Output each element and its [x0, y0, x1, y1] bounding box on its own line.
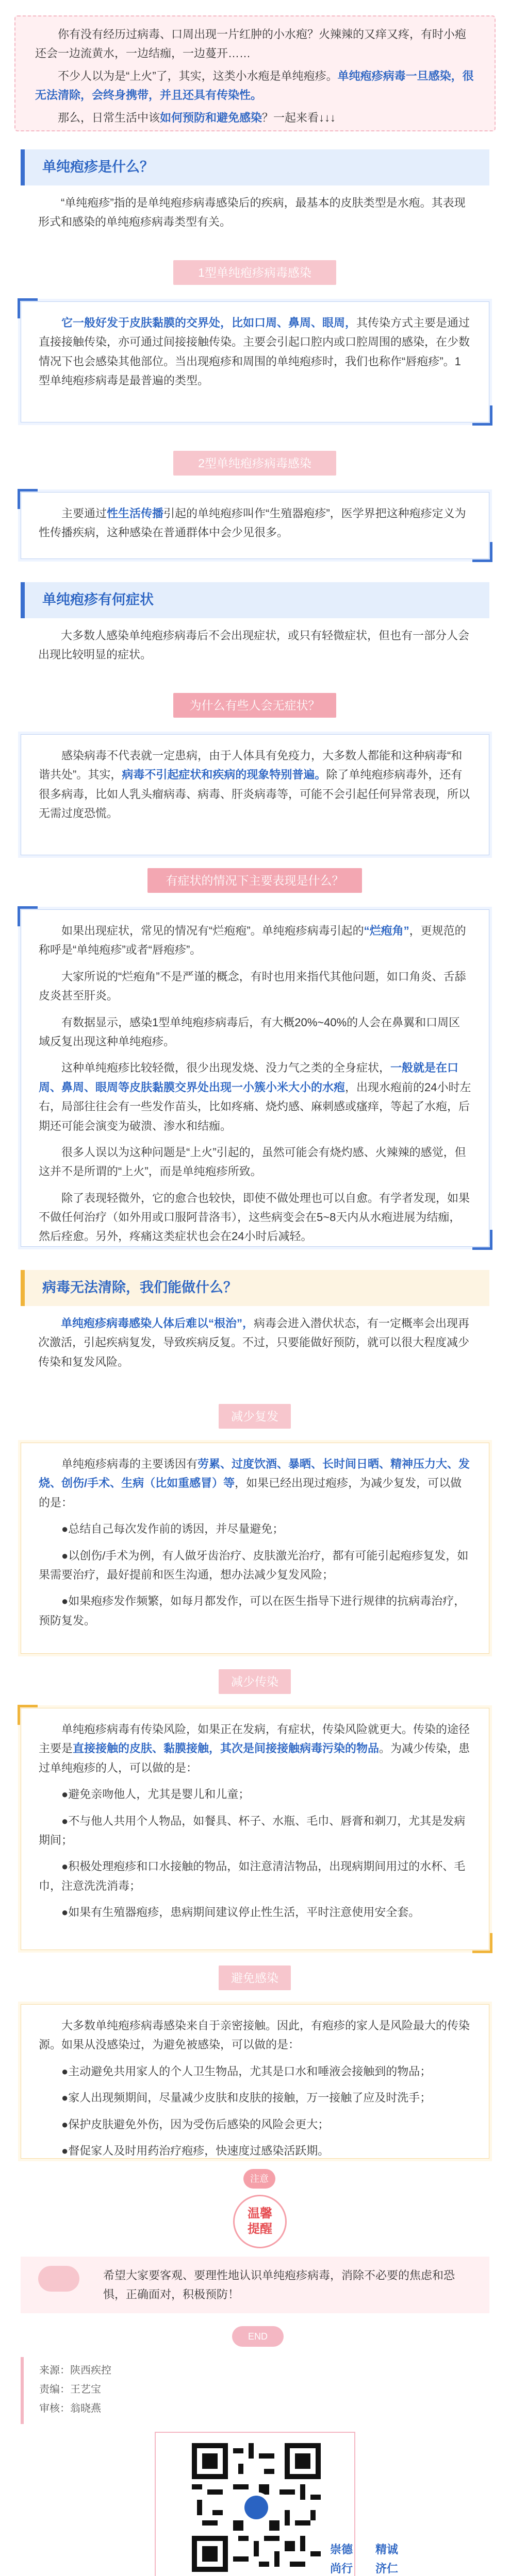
intro-box: [14, 15, 496, 131]
subheading-type1: 1型单纯疱疹病毒感染: [173, 260, 336, 285]
slogan-line: 崇德 精诚: [330, 2543, 399, 2556]
card-highlight: 它一般好发于皮肤黏膜的交界处，比如口周、鼻周、眼周，: [61, 316, 357, 329]
tip-circle: [233, 2195, 287, 2248]
card-no-symptoms: [21, 734, 489, 855]
section-body: [21, 193, 489, 239]
intro-paragraph-3: [35, 108, 475, 127]
subheading-reduce-recurrence: 减少复发: [219, 1404, 291, 1429]
section-body: [21, 1314, 489, 1379]
list-item: ●避免亲吻他人，尤其是婴儿和儿童；: [61, 1788, 250, 1801]
intro-paragraph-1: 你有没有经历过病毒、口周出现一片红肿的小水疱？火辣辣的又痒又疼，有时小疱还会一边流黄水，一边结痂，一边蔓开……: [35, 28, 467, 60]
card-text: 主要通过: [61, 507, 107, 520]
subheading-type2: 2型单纯疱疹病毒感染: [173, 451, 336, 476]
card-text: 引起的单纯疱疹叫作“生殖器疱疹”，医学界把这种疱疹定义为性传播疾病，这种感染在普通群体中会少见很多。: [39, 507, 466, 539]
list-item: ●以创伤/手术为例，有人做牙齿治疗、皮肤激光治疗，都有可能引起疱疹复发，如果需要治疗，最好提前和医生沟通，想办法减少复发风险；: [39, 1549, 469, 1581]
card-reduce-recurrence: [21, 1443, 489, 1654]
tip-circle-text: [248, 2206, 272, 2237]
card-paragraph: [39, 746, 471, 823]
card-paragraph: [39, 313, 471, 391]
card-highlight: 直接接触的皮肤、黏膜接触，其次是间接接触病毒污染的物品: [73, 1742, 380, 1755]
credits: [21, 2357, 489, 2424]
section-heading-what-is: 单纯疱疹是什么？: [21, 149, 489, 185]
card-paragraph: 大多数单纯疱疹病毒感染来自于亲密接触。因此，有疱疹的家人是风险最大的传染源。如果从没感染过，为避免被感染，可以做的是：: [39, 2019, 470, 2052]
card-paragraph: [39, 921, 471, 960]
tip-text: 希望大家要客观、要理性地认识单纯疱疹病毒，消除不必要的焦虑和恐惧，正确面对，积极预防！: [103, 2269, 455, 2301]
intro-highlight: 单纯疱疹病毒一旦感染，很无法清除，会终身携带，并且还具有传染性。: [35, 69, 474, 102]
card-text: 感染病毒不代表就一定患病，由于人体具有免疫力，大多数人都能和这种病毒“和谐共处”。其实，: [39, 749, 463, 782]
card-type2: [21, 492, 489, 559]
list-item: ●主动避免共用家人的个人卫生物品，尤其是口水和唾液会接触到的物品；: [61, 2064, 432, 2078]
card-text: 单纯疱疹病毒有传染风险，如果正在发病，有症状，传染风险就更大。传染的途径主要是: [39, 1723, 470, 1755]
list-item: ●总结自己每次发作前的诱因，并尽量避免；: [61, 1522, 284, 1536]
card-highlight: 劳累、过度饮酒、暴晒、长时间日晒、精神压力大、发烧、创伤/手术、生病（比如重感冒）等: [39, 1458, 470, 1490]
card-highlight: 病毒不引起症状和疾病的现象特别普遍。: [122, 768, 326, 782]
card-text: 。为减少传染，患过单纯疱疹的人，可以做的是：: [39, 1742, 470, 1774]
slogan-line: 尚行 济仁: [330, 2562, 399, 2575]
list-item: ●督促家人及时用药治疗疱疹，快速度过感染活跃期。: [61, 2144, 330, 2157]
section-paragraph: “单纯疱疹”指的是单纯疱疹病毒感染后的疾病，最基本的皮肤类型是水疱。其表现形式和感染的单纯疱疹病毒类型有关。: [38, 196, 466, 229]
section-paragraph: [38, 1314, 472, 1371]
card-text: 如果出现症状，常见的情况有“烂疱疱”。单纯疱疹病毒引起的: [61, 924, 364, 937]
card-avoid-infection: [21, 2004, 489, 2159]
card-text: 这种单纯疱疹比较轻微，很少出现发烧、没力气之类的全身症状，: [61, 1061, 391, 1075]
card-paragraph: 大家所说的“烂疱角”不是严谨的概念，有时也用来指代其他问题，如口角炎、舌舔皮炎甚至肝炎。: [39, 970, 466, 1003]
intro-text: 不少人以为是“上火”了，其实，这类小水疱是单纯疱疹。: [58, 69, 338, 82]
card-text: 其传染方式主要是通过直接接触传染，亦可通过间接接触传染。主要会引起口腔内或口腔周围的感染，在少数情况下也会感染其他部位。当出现疱疹和周围的单纯疱疹时，我们也称作“唇疱疹”。1型单纯疱疹病毒是最普遍的类型。: [39, 316, 470, 387]
intro-highlight: 如何预防和避免感染: [160, 111, 262, 124]
tip-badge: 注意: [243, 2169, 275, 2189]
card-highlight: 性生活传播: [107, 507, 164, 520]
qr-code-icon[interactable]: [192, 2443, 321, 2572]
section-paragraph: 大多数人感染单纯疱疹病毒后不会出现症状，或只有轻微症状，但也有一部分人会出现比较明显的症状。: [38, 629, 470, 662]
section-text: 病毒会进入潜伏状态，有一定概率会出现再次激活，引起疾病复发，导致疾病反复。不过，只要能做好预防，就可以很大程度减少传染和复发风险。: [38, 1317, 470, 1368]
card-text: ，如果已经出现过疱疹，为减少复发，可以做的是：: [39, 1477, 462, 1509]
subheading-avoid-infection: 避免感染: [219, 1965, 291, 1990]
tip-decoration: [38, 2266, 79, 2292]
subheading-main-symptoms: 有症状的情况下主要表现是什么？: [147, 868, 362, 893]
section-heading-what-to-do: 病毒无法清除，我们能做什么？: [21, 1270, 489, 1306]
card-type1: [21, 301, 489, 422]
list-item: ●不与他人共用个人物品，如餐具、杯子、水瓶、毛巾、唇膏和剃刀，尤其是发病期间；: [39, 1814, 466, 1846]
card-main-symptoms: [21, 909, 489, 1247]
tip-box: [21, 2257, 489, 2313]
subheading-reduce-transmission: 减少传染: [219, 1669, 291, 1694]
intro-text: 那么，日常生活中该: [58, 111, 160, 124]
section-heading-symptoms: 单纯疱疹有何症状: [21, 582, 489, 618]
card-reduce-transmission: [21, 1708, 489, 1950]
card-paragraph: [39, 504, 471, 543]
card-paragraph: [39, 1058, 471, 1136]
list-item: ●保护皮肤避免外伤，因为受伤后感染的风险会更大；: [61, 2117, 330, 2131]
card-text: ，出现水疱前的24小时左右，局部往往会有一些发作苗头，比如疼痛、烧灼感、麻刺感或瘙痒，等起了水疱，后期还可能会演变为破溃、渗水和结痂。: [39, 1080, 471, 1132]
slogan: [330, 2540, 459, 2576]
card-paragraph: [39, 1454, 471, 1512]
intro-paragraph-2: [35, 66, 475, 105]
card-text: ，更规范的称呼是“单纯疱疹”或者“唇疱疹”。: [39, 924, 466, 957]
card-highlight: “烂疱角”: [364, 924, 409, 937]
list-item: ●如果有生殖器疱疹，患病期间建议停止性生活，平时注意使用安全套。: [61, 1906, 420, 1919]
qr-card: [155, 2432, 355, 2576]
card-paragraph: [39, 1720, 471, 1777]
list-item: ●家人出现频期间，尽量减少皮肤和皮肤的接触，万一接触了应及时洗手；: [61, 2091, 432, 2105]
section-highlight: 单纯疱疹病毒感染人体后难以“根治”，: [61, 1317, 254, 1330]
card-text: 单纯疱疹病毒的主要诱因有: [61, 1458, 198, 1470]
end-marker: END: [232, 2326, 284, 2347]
card-paragraph: 有数据显示，感染1型单纯疱疹病毒后，有大概20%~40%的人会在鼻翼和口周区域反复出现这种单纯疱疹。: [39, 1015, 460, 1048]
list-item: ●积极处理疱疹和口水接触的物品，如注意清洁物品，出现病期间用过的水杯、毛巾，注意洗洗消毒；: [39, 1860, 466, 1892]
card-paragraph: 除了表现轻微外，它的愈合也较快，即使不做处理也可以自愈。有学者发现，如果不做任何治疗（如外用或口服阿昔洛韦），这些病变会在5~8天内从水疱进展为结痂，然后痊愈。另外，疼痛这类症状也会在24小时后减轻。: [39, 1191, 470, 1243]
tip-circle-line: 提醒: [248, 2222, 272, 2236]
section-body: [21, 626, 489, 672]
tip-circle-line: 温馨: [248, 2207, 272, 2221]
credit-editor: 责编：王艺宝: [39, 2384, 101, 2395]
list-item: ●如果疱疹发作频繁，如每月都发作，可以在医生指导下进行规律的抗病毒治疗，预防复发。: [39, 1595, 466, 1627]
card-highlight: 一般就是在口周、鼻周、眼周等皮肤黏膜交界处出现一小簇小米大小的水疱: [39, 1061, 459, 1094]
credit-reviewer: 审核：翁晓燕: [39, 2403, 101, 2414]
card-text: 除了单纯疱疹病毒外，还有很多病毒，比如人乳头瘤病毒、病毒、肝炎病毒等，可能不会引起任何异常表现，所以无需过度恐慌。: [39, 768, 470, 820]
subheading-no-symptoms: 为什么有些人会无症状？: [173, 693, 336, 718]
credit-source: 来源：陕西疾控: [39, 2365, 111, 2376]
card-paragraph: 很多人误以为这种问题是“上火”引起的，虽然可能会有烧灼感、火辣辣的感觉，但这并不是所谓的“上火”，而是单纯疱疹所致。: [39, 1145, 466, 1178]
intro-text: ？一起来看↓↓↓: [262, 111, 336, 124]
